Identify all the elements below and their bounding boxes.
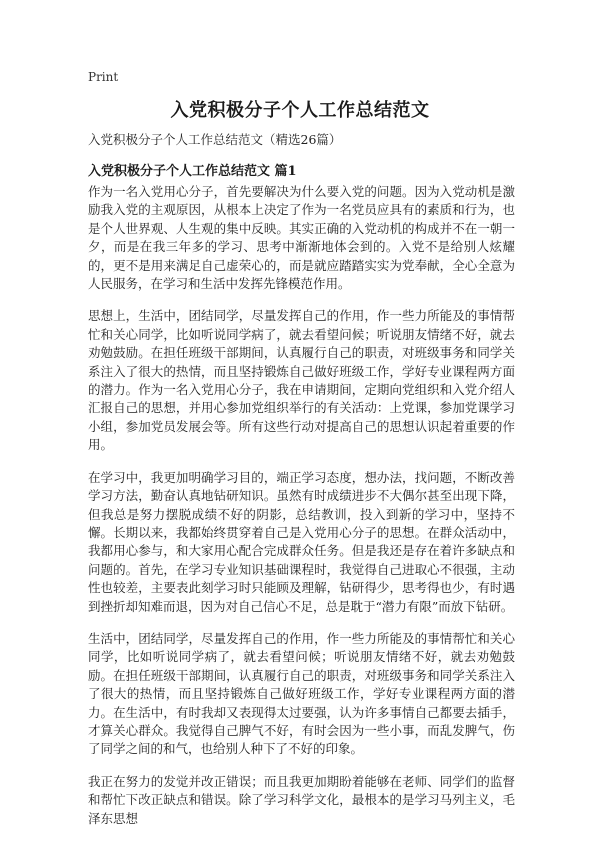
section-heading: 入党积极分子个人工作总结范文 篇1 bbox=[88, 164, 297, 179]
document-subtitle: 入党积极分子个人工作总结范文（精选26篇） bbox=[88, 132, 342, 147]
paragraph: 生活中，团结同学，尽量发挥自己的作用，作一些力所能及的事情帮忙和关心同学，比如听说同学病了，就去看望问候；听说朋友情绪不好，就去劝勉鼓励。在担任班级干部期间，认真履行自己的职责，对班级事务和同学关系注入了很大的热情，而且坚持锻炼自己做好班级工作，学好专业课程两方面的潜力。在生活中，有时我却又表现得太过要强，认为许多事情自己都要去插手，才算关心群众。我觉得自己脾气不好，有时会因为一些小事，而乱发脾气，伤了同学之间的和气，也给别人种下了不好的印象。 bbox=[88, 630, 515, 757]
document-body bbox=[88, 183, 515, 842]
paragraph: 思想上，生活中，团结同学，尽量发挥自己的作用，作一些力所能及的事情帮忙和关心同学，比如听说同学病了，就去看望问候；听说朋友情绪不好，就去劝勉鼓励。在担任班级干部期间，认真履行自己的职责，对班级事务和同学关系注入了很大的热情，而且坚持锻炼自己做好班级工作，学好专业课程两方面的潜力。作为一名入党用心分子，我在申请期间，定期向党组织和入党介绍人汇报自己的思想，并用心参加党组织举行的有关活动：上党课，参加党课学习小组，参加党员发展会等。所有这些行动对提高自己的思想认识起着重要的作用。 bbox=[88, 308, 515, 453]
print-link[interactable]: Print bbox=[88, 70, 119, 84]
document-title: 入党积极分子个人工作总结范文 bbox=[170, 100, 430, 121]
paragraph: 作为一名入党用心分子，首先要解决为什么要入党的问题。因为入党动机是激励我入党的主观原因，从根本上决定了作为一名党员应具有的素质和行为，也是个人世界观、人生观的集中反映。其实正确的入党动机的构成并不在一朝一夕，而是在我三年多的学习、思考中渐渐地体会到的。入党不是给别人炫耀的，更不是用来满足自己虚荣心的，而是就应踏踏实实为党奉献，全心全意为人民服务，在学习和生活中发挥先锋模范作用。 bbox=[88, 184, 515, 292]
paragraph: 在学习中，我更加明确学习目的，端正学习态度，想办法，找问题，不断改善学习方法，勤奋认真地钻研知识。虽然有时成绩进步不大偶尔甚至出现下降，但我总是努力摆脱成绩不好的阴影，总结教训，投入到新的学习中，坚持不懈。长期以来，我都始终贯穿着自己是入党用心分子的思想。在群众活动中，我都用心参与，和大家用心配合完成群众任务。但是我还是存在着许多缺点和问题的。首先，在学习专业知识基础课程时，我觉得自己进取心不很强，主动性也较差，主要表此刻学习时只能顾及理解，钻研得少，思考得也少，有时遇到挫折却知难而退，因为对自己信心不足，总是耽于“潜力有限”而放下钻研。 bbox=[88, 469, 515, 614]
paragraph: 我正在努力的发觉并改正错误；而且我更加期盼着能够在老师、同学们的监督和帮忙下改正缺点和错误。除了学习科学文化，最根本的是学习马列主义，毛泽东思想 bbox=[88, 773, 515, 826]
